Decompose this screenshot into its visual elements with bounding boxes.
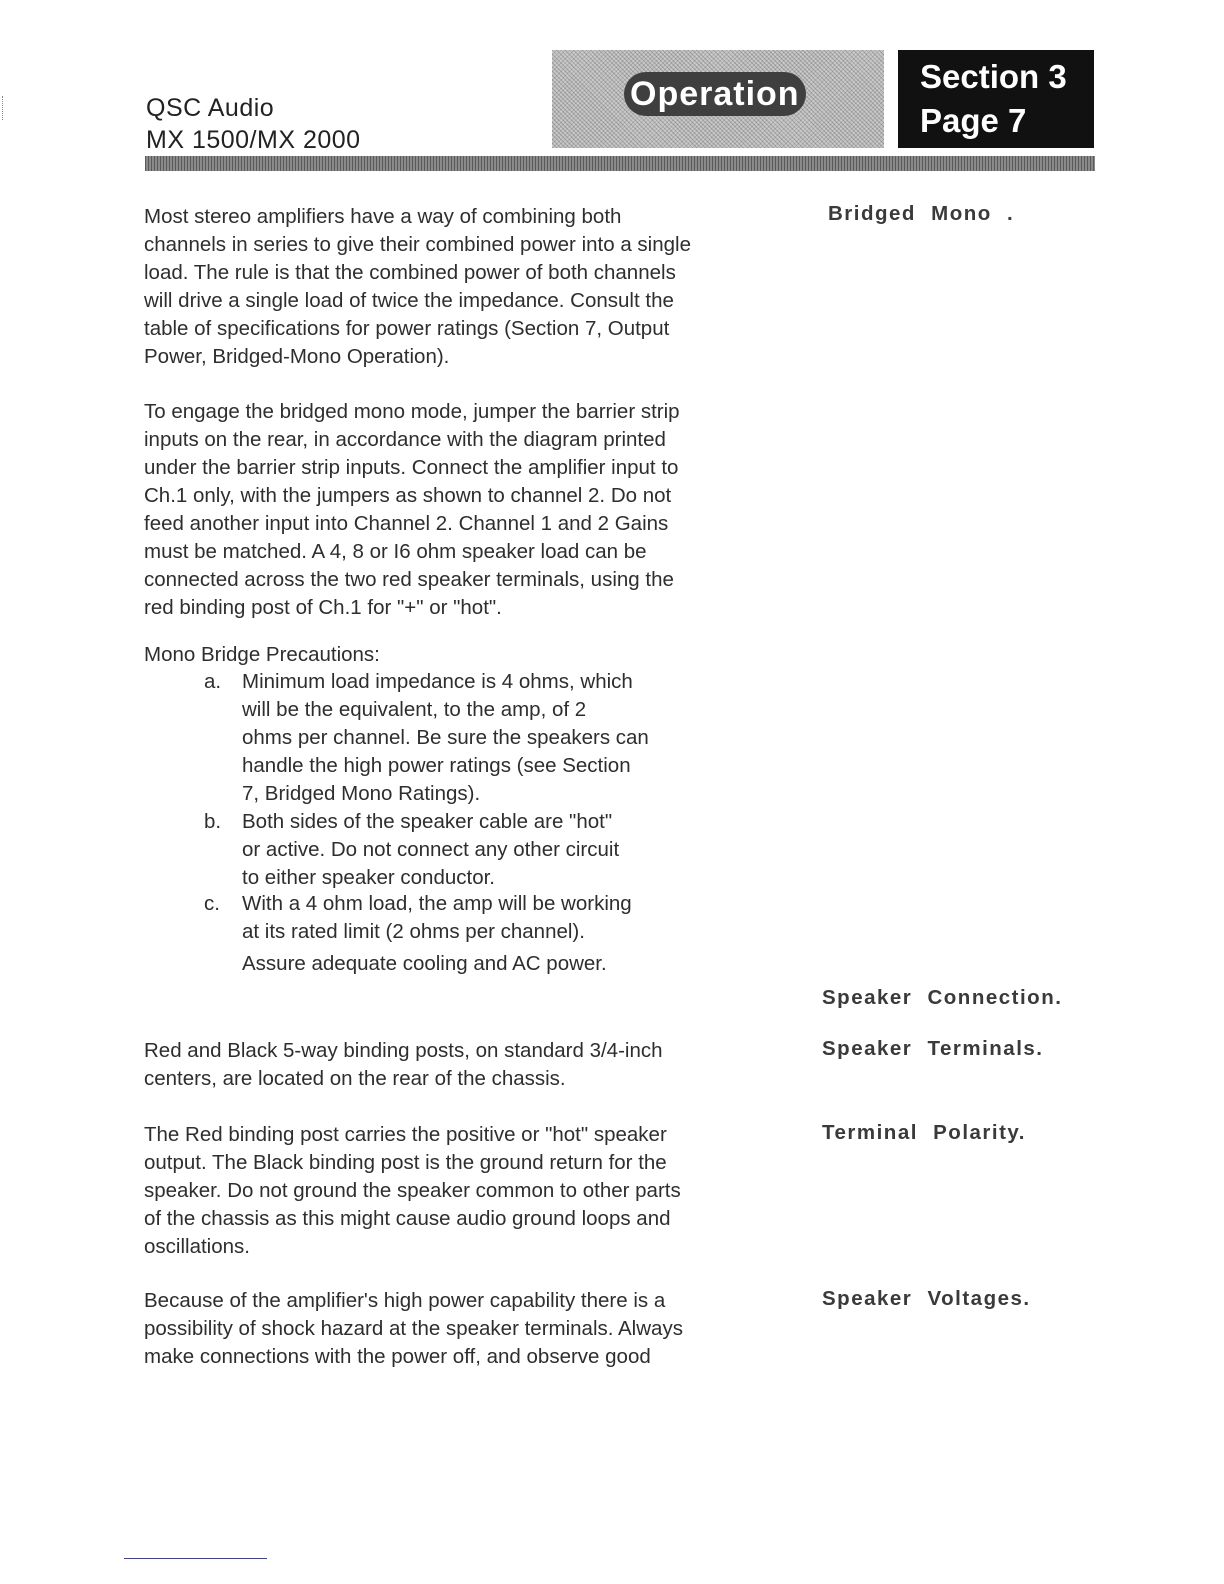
paragraph-speaker-terminals	[144, 1037, 663, 1093]
text-line: red binding post of Ch.1 for "+" or "hot".	[144, 596, 502, 619]
side-heading-terminal-polarity: Terminal Polarity.	[822, 1121, 1026, 1144]
text-line: under the barrier strip inputs. Connect the amplifier input to	[144, 456, 679, 479]
side-heading-speaker-connection: Speaker Connection.	[822, 986, 1063, 1009]
footer-line	[124, 1558, 267, 1559]
text-line: table of specifications for power ratings (Section 7, Output	[144, 317, 670, 340]
text-line: Power, Bridged-Mono Operation).	[144, 345, 450, 368]
text-line: The Red binding post carries the positive or "hot" speaker	[144, 1123, 667, 1146]
text-line: handle the high power ratings (see Section	[242, 754, 631, 777]
text-line: will drive a single load of twice the impedance. Consult the	[144, 289, 674, 312]
section-number: Section 3	[920, 58, 1067, 95]
text-line: Most stereo amplifiers have a way of combining both	[144, 205, 622, 228]
list-marker: a.	[204, 670, 222, 693]
text-line: to either speaker conductor.	[242, 866, 495, 889]
list-item-text	[242, 808, 619, 892]
text-line: at its rated limit (2 ohms per channel).	[242, 920, 585, 943]
company-name: QSC Audio	[146, 94, 275, 122]
precautions-title	[144, 641, 380, 669]
side-heading-speaker-voltages: Speaker Voltages.	[822, 1287, 1031, 1310]
text-line: inputs on the rear, in accordance with the diagram printed	[144, 428, 666, 451]
list-item-text	[242, 668, 649, 808]
paragraph-terminal-polarity	[144, 1121, 681, 1261]
text-line: speaker. Do not ground the speaker common to other parts	[144, 1179, 681, 1202]
text-line: Ch.1 only, with the jumpers as shown to channel 2. Do not	[144, 484, 672, 507]
text-line: must be matched. A 4, 8 or I6 ohm speaker load can be	[144, 540, 647, 563]
page-number: Page 7	[920, 102, 1027, 139]
side-heading-speaker-terminals: Speaker Terminals.	[822, 1037, 1044, 1060]
text-line: centers, are located on the rear of the chassis.	[144, 1067, 566, 1090]
side-heading-bridged-mono: Bridged Mono .	[828, 202, 1015, 225]
list-marker: c.	[204, 892, 220, 915]
paragraph-speaker-voltages	[144, 1287, 683, 1371]
document-header	[146, 92, 361, 156]
text-line: load. The rule is that the combined power of both channels	[144, 261, 676, 284]
text-line: channels in series to give their combined power into a single	[144, 233, 691, 256]
text-line: or active. Do not connect any other circuit	[242, 838, 620, 861]
text-line: oscillations.	[144, 1235, 250, 1258]
text-line: With a 4 ohm load, the amp will be working	[242, 892, 632, 915]
text-line: will be the equivalent, to the amp, of 2	[242, 698, 587, 721]
paragraph-engage-bridged	[144, 398, 680, 622]
operation-title: Operation	[624, 72, 806, 116]
text-line: Minimum load impedance is 4 ohms, which	[242, 670, 633, 693]
precautions-title-text: Mono Bridge Precautions:	[144, 643, 380, 666]
text-line: Assure adequate cooling and AC power.	[242, 952, 607, 975]
text-line: 7, Bridged Mono Ratings).	[242, 782, 481, 805]
text-line: possibility of shock hazard at the speaker terminals. Always	[144, 1317, 683, 1340]
text-line: Red and Black 5-way binding posts, on standard 3/4-inch	[144, 1039, 663, 1062]
text-line: Because of the amplifier's high power capability there is a	[144, 1289, 666, 1312]
list-marker: b.	[204, 810, 222, 833]
paragraph-bridged-mono	[144, 203, 691, 371]
text-line: output. The Black binding post is the ground return for the	[144, 1151, 667, 1174]
scan-edge-mark	[2, 96, 4, 120]
text-line: To engage the bridged mono mode, jumper the barrier strip	[144, 400, 680, 423]
text-line: ohms per channel. Be sure the speakers can	[242, 726, 649, 749]
text-line: of the chassis as this might cause audio ground loops and	[144, 1207, 671, 1230]
text-line: feed another input into Channel 2. Channel 1 and 2 Gains	[144, 512, 669, 535]
model-name: MX 1500/MX 2000	[146, 126, 361, 154]
list-item-text	[242, 890, 632, 978]
text-line: connected across the two red speaker terminals, using the	[144, 568, 674, 591]
text-line: make connections with the power off, and observe good	[144, 1345, 651, 1368]
text-line: Both sides of the speaker cable are "hot"	[242, 810, 613, 833]
header-rule	[145, 156, 1095, 171]
section-page-box	[898, 50, 1094, 148]
